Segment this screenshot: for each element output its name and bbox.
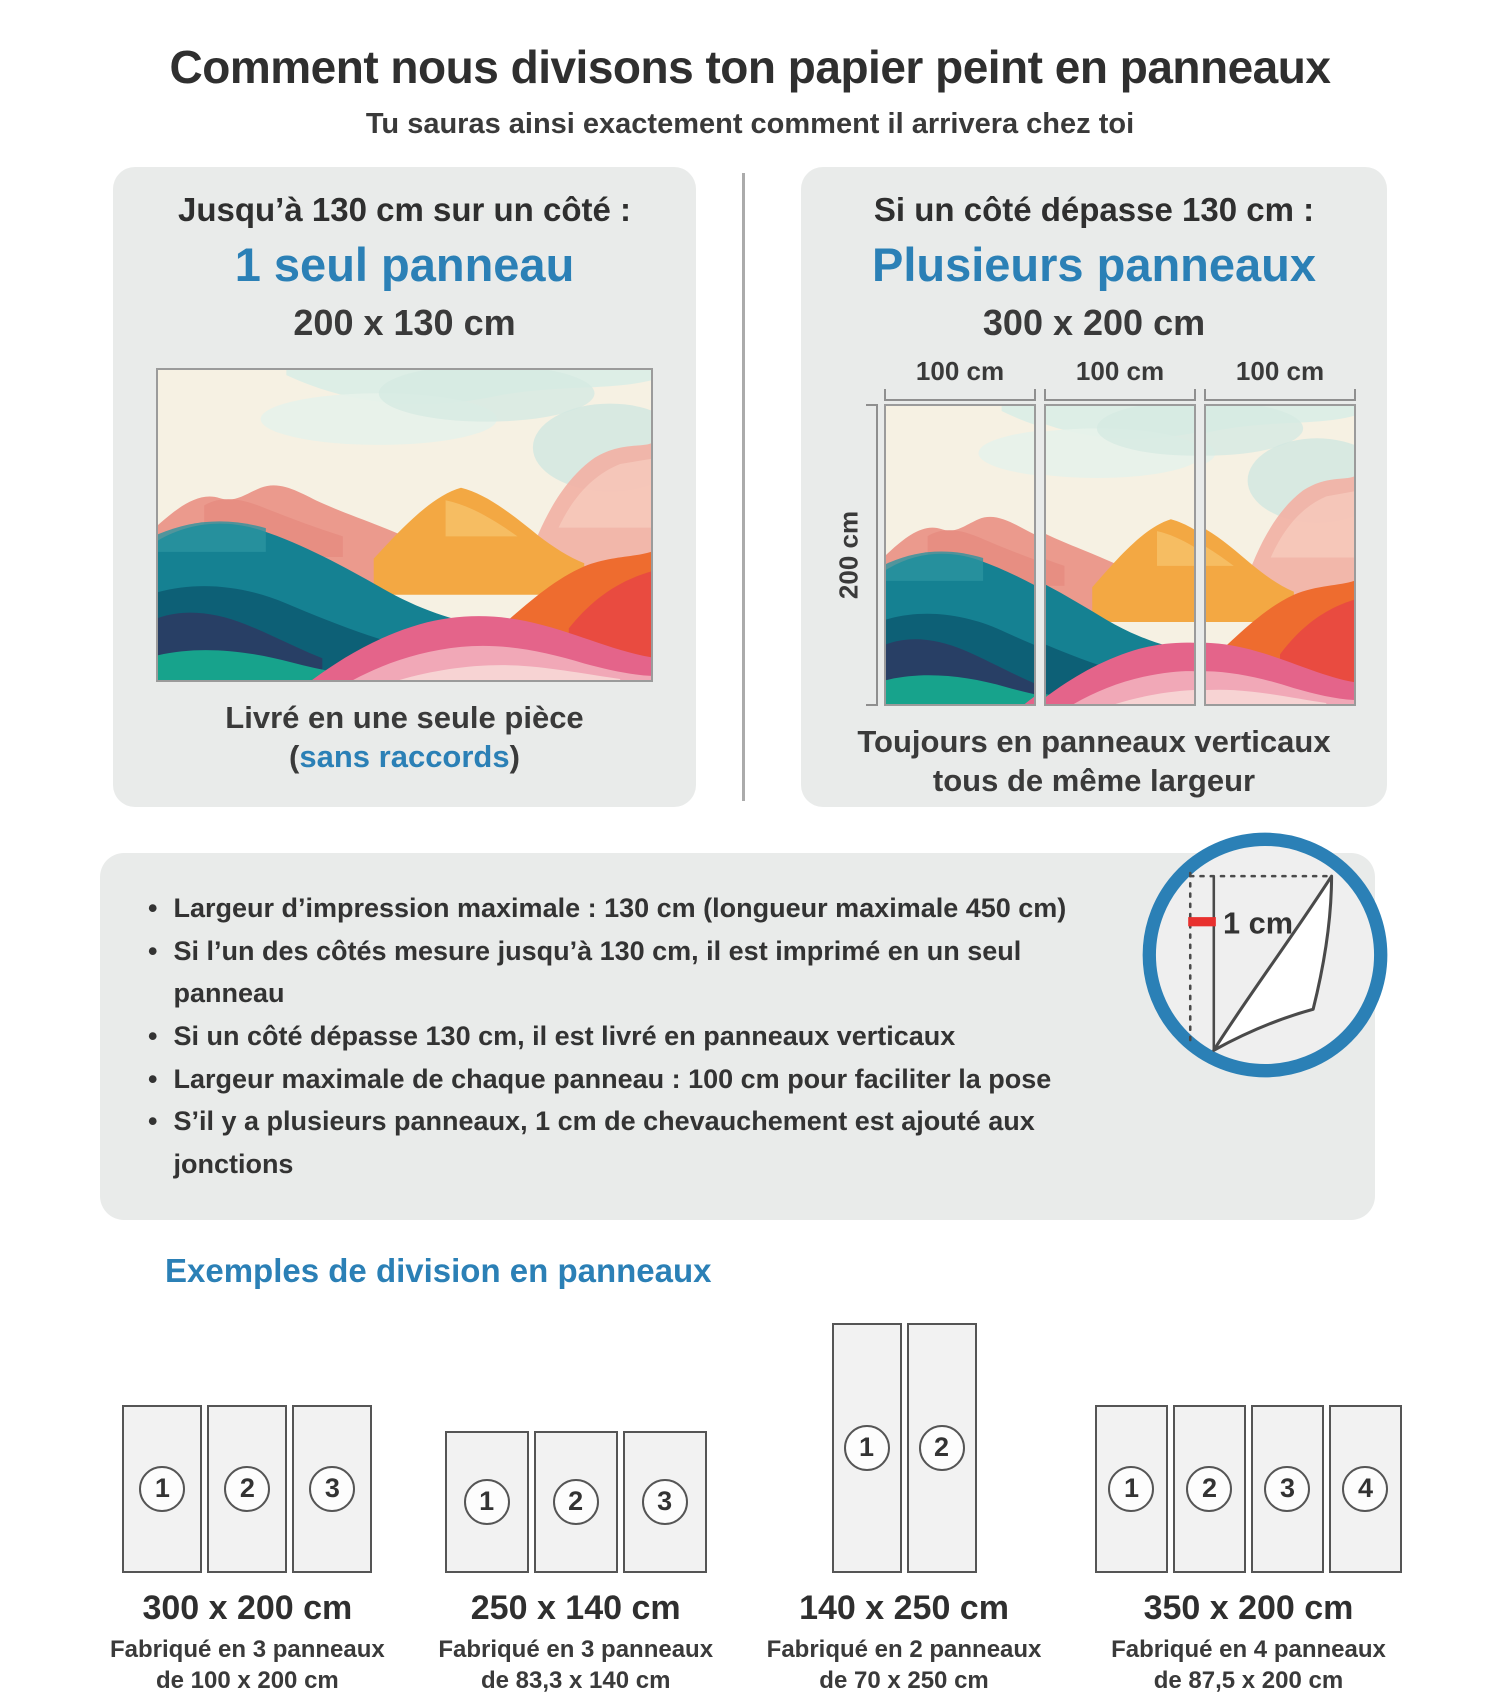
single-footer-highlight: sans raccords — [299, 738, 510, 774]
example-350x200 — [1095, 1318, 1402, 1696]
example-250x140 — [438, 1318, 713, 1696]
width-dimension-label-2: 100 cm — [1075, 356, 1165, 386]
single-size: 200 x 130 cm — [293, 302, 516, 343]
example-description — [1111, 1634, 1386, 1696]
width-dimension-label-1: 100 cm — [915, 356, 1005, 386]
example-300x200 — [110, 1318, 385, 1696]
example-made-line2: de 70 x 250 cm — [819, 1666, 989, 1694]
width-dimension-label-3: 100 cm — [1235, 356, 1325, 386]
example-size: 140 x 250 cm — [799, 1588, 1009, 1627]
example-size: 300 x 200 cm — [142, 1588, 353, 1627]
panel-number-badge: 1 — [464, 1479, 510, 1525]
example-made-line2: de 100 x 200 cm — [155, 1666, 339, 1694]
cards-row — [0, 167, 1500, 807]
height-dimension-label-wrap — [832, 404, 866, 706]
example-panels — [1095, 1318, 1402, 1573]
single-headline: 1 seul panneau — [234, 238, 575, 291]
example-made-line1: Fabriqué en 2 panneaux — [766, 1635, 1042, 1663]
rules-list — [148, 887, 1075, 1186]
multi-headline: Plusieurs panneaux — [871, 238, 1317, 291]
rule-text-4: Largeur maximale de chaque panneau : 100 cm pour faciliter la pose — [173, 1063, 1052, 1094]
example-panels — [122, 1318, 372, 1573]
example-size: 350 x 200 cm — [1143, 1588, 1354, 1627]
example-description — [767, 1634, 1042, 1696]
wallpaper-image-split — [884, 404, 1356, 706]
width-dimension-2 — [1044, 356, 1196, 401]
panel-number-badge: 1 — [844, 1425, 890, 1471]
paren-open: ( — [289, 738, 300, 774]
example-panels — [445, 1318, 707, 1573]
panel-number-badge: 2 — [1186, 1466, 1232, 1512]
panel — [1095, 1405, 1168, 1573]
panel — [445, 1431, 529, 1573]
panel — [1329, 1405, 1402, 1573]
panel-number-badge: 1 — [139, 1466, 185, 1512]
wallpaper-image-single — [156, 368, 653, 682]
bullet-icon: • — [148, 1063, 158, 1094]
header — [0, 0, 1500, 141]
page-peel-icon — [1137, 827, 1393, 1083]
single-panel-card — [113, 167, 696, 807]
example-size: 250 x 140 cm — [470, 1588, 681, 1627]
rule-item — [148, 1058, 1075, 1101]
single-footer — [113, 699, 696, 777]
width-dimensions — [884, 356, 1356, 401]
bullet-icon: • — [148, 1020, 158, 1051]
panel-number-badge: 4 — [1342, 1466, 1388, 1512]
bullet-icon: • — [148, 935, 158, 966]
panel-number-badge: 3 — [642, 1479, 688, 1525]
example-description — [438, 1634, 713, 1696]
width-dimension-bracket-2 — [1044, 389, 1196, 401]
panel — [1173, 1405, 1246, 1573]
watercolor-image — [158, 370, 651, 680]
rule-text-1: Largeur d’impression maximale : 130 cm (longueur maximale 450 cm) — [173, 893, 1067, 923]
wallpaper-panel-2 — [1044, 404, 1196, 706]
watercolor-slice-1 — [886, 406, 1034, 704]
panel-number-badge: 2 — [919, 1425, 965, 1471]
rules-box — [100, 853, 1375, 1220]
height-dimension-label: 200 cm — [833, 510, 864, 600]
panel-number-badge: 1 — [1108, 1466, 1154, 1512]
panel — [292, 1405, 372, 1573]
panel — [1251, 1405, 1324, 1573]
examples-heading: Exemples de division en panneaux — [165, 1251, 712, 1289]
panel-number-badge: 3 — [1264, 1466, 1310, 1512]
width-dimension-1 — [884, 356, 1036, 401]
examples-row — [0, 1318, 1500, 1696]
panel-number-badge: 2 — [224, 1466, 270, 1512]
rule-text-2: Si l’un des côtés mesure jusqu’à 130 cm, il est imprimé en un seul panneau — [173, 935, 1022, 1009]
panels-wrap — [884, 356, 1356, 706]
panel — [623, 1431, 707, 1573]
panel-number-badge: 2 — [553, 1479, 599, 1525]
page-subtitle: Tu sauras ainsi exactement comment il arrivera chez toi — [365, 108, 1135, 140]
rule-item — [148, 930, 1075, 1015]
height-dimension — [832, 404, 878, 706]
wallpaper-panel-1 — [884, 404, 1036, 706]
card-divider — [742, 173, 745, 801]
panel-number-badge: 3 — [309, 1466, 355, 1512]
overlap-label: 1 cm — [1223, 905, 1294, 941]
rule-text-3: Si un côté dépasse 130 cm, il est livré en panneaux verticaux — [173, 1020, 956, 1051]
panel — [907, 1323, 977, 1573]
watercolor-slice-2 — [1046, 406, 1194, 704]
width-dimension-bracket-3 — [1204, 389, 1356, 401]
example-made-line1: Fabriqué en 3 panneaux — [110, 1635, 385, 1663]
overlap-illustration — [1137, 827, 1393, 1083]
multi-size: 300 x 200 cm — [982, 302, 1206, 343]
example-description — [110, 1634, 385, 1696]
bullet-icon: • — [148, 893, 158, 923]
multi-footer — [801, 723, 1387, 801]
multi-footer-line2: tous de même largeur — [932, 762, 1256, 798]
width-dimension-bracket-1 — [884, 389, 1036, 401]
example-panels — [832, 1318, 977, 1573]
watercolor-slice-3 — [1206, 406, 1354, 704]
single-footer-line1: Livré en une seule pièce — [225, 700, 584, 735]
example-140x250 — [767, 1318, 1042, 1696]
height-dimension-bracket — [866, 404, 878, 706]
rule-item — [148, 1015, 1075, 1058]
example-made-line2: de 83,3 x 140 cm — [480, 1666, 671, 1694]
rule-item — [148, 1100, 1075, 1185]
rule-item — [148, 887, 1075, 930]
paren-close: ) — [509, 738, 520, 774]
width-dimension-3 — [1204, 356, 1356, 401]
panel — [122, 1405, 202, 1573]
multi-condition: Si un côté dépasse 130 cm : — [873, 191, 1315, 228]
panel — [534, 1431, 618, 1573]
panel — [207, 1405, 287, 1573]
bullet-icon: • — [148, 1106, 158, 1137]
panel — [832, 1323, 902, 1573]
example-made-line2: de 87,5 x 200 cm — [1153, 1666, 1344, 1694]
wallpaper-panel-3 — [1204, 404, 1356, 706]
page-title: Comment nous divisons ton papier peint en panneaux — [169, 41, 1331, 93]
multi-panel-diagram — [801, 356, 1387, 706]
multi-footer-line1: Toujours en panneaux verticaux — [857, 724, 1331, 759]
rule-text-5: S’il y a plusieurs panneaux, 1 cm de chevauchement est ajouté aux jonctions — [173, 1106, 1035, 1179]
example-made-line1: Fabriqué en 3 panneaux — [438, 1635, 714, 1663]
example-made-line1: Fabriqué en 4 panneaux — [1111, 1635, 1386, 1663]
single-condition: Jusqu’à 130 cm sur un côté : — [178, 191, 631, 228]
multi-panel-card — [801, 167, 1387, 807]
